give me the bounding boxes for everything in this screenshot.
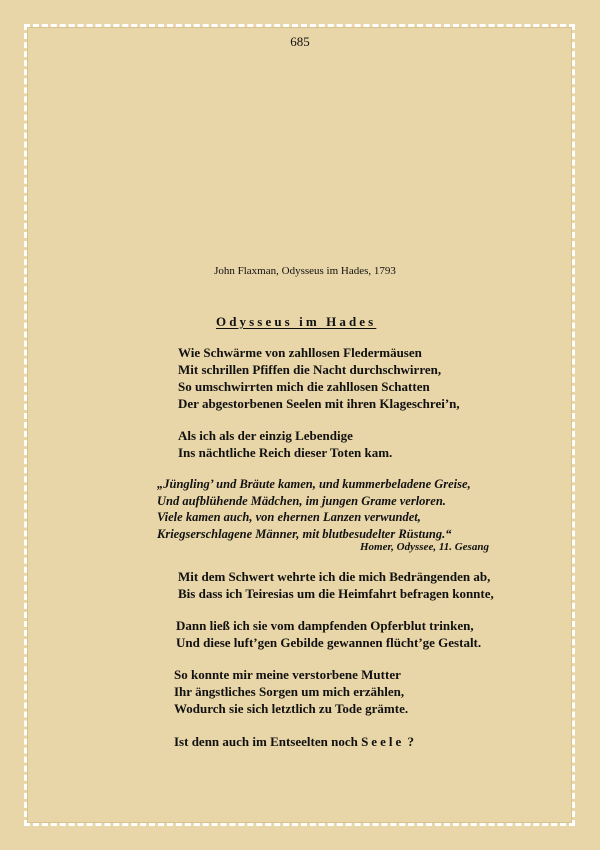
closing-text: Ist denn auch im Entseelten noch bbox=[174, 734, 362, 749]
stanza-5 bbox=[174, 666, 408, 717]
quote-source: Homer, Odyssee, 11. Gesang bbox=[360, 541, 489, 553]
poem-line: So umschwirrten mich die zahllosen Schatten bbox=[178, 379, 430, 394]
stanza-4 bbox=[176, 617, 481, 651]
image-caption: John Flaxman, Odysseus im Hades, 1793 bbox=[214, 265, 396, 277]
poem-line: Ihr ängstliches Sorgen um mich erzählen, bbox=[174, 684, 405, 699]
closing-end: ? bbox=[404, 734, 414, 749]
stanza-1 bbox=[178, 344, 460, 412]
stanza-3 bbox=[178, 568, 494, 602]
closing-line bbox=[174, 734, 414, 750]
quote-line: Kriegserschlagene Männer, mit blutbesudelter Rüstung.“ bbox=[157, 526, 452, 541]
closing-emphasis: Seele bbox=[361, 734, 405, 749]
page-number: 685 bbox=[290, 34, 310, 49]
quote-line: „Jüngling’ und Bräute kamen, und kummerbeladene Greise, bbox=[157, 477, 471, 491]
poem-line: Als ich als der einzig Lebendige bbox=[178, 428, 353, 443]
homer-quote bbox=[157, 476, 471, 542]
poem-line: Bis dass ich Teiresias um die Heimfahrt befragen konnte, bbox=[178, 586, 494, 601]
poem-line: Mit schrillen Pfiffen die Nacht durchschwirren, bbox=[178, 362, 442, 377]
poem-line: Wie Schwärme von zahllosen Fledermäusen bbox=[178, 345, 422, 360]
poem-line: Mit dem Schwert wehrte ich die mich Bedrängenden ab, bbox=[178, 569, 491, 584]
poem-line: Ins nächtliche Reich dieser Toten kam. bbox=[178, 445, 393, 460]
poem-line: So konnte mir meine verstorbene Mutter bbox=[174, 667, 401, 682]
poem-line: Wodurch sie sich letztlich zu Tode grämte. bbox=[174, 701, 409, 716]
stanza-2 bbox=[178, 427, 392, 461]
quote-line: Und aufblühende Mädchen, im jungen Grame verloren. bbox=[157, 493, 446, 508]
poem-line: Der abgestorbenen Seelen mit ihren Klageschrei’n, bbox=[178, 396, 460, 411]
poem-line: Und diese luft’gen Gebilde gewannen flücht’ge Gestalt. bbox=[176, 635, 482, 650]
poem-title: Odysseus im Hades bbox=[216, 314, 377, 329]
quote-line: Viele kamen auch, von ehernen Lanzen verwundet, bbox=[157, 510, 421, 524]
poem-line: Dann ließ ich sie vom dampfenden Opferblut trinken, bbox=[176, 618, 474, 633]
